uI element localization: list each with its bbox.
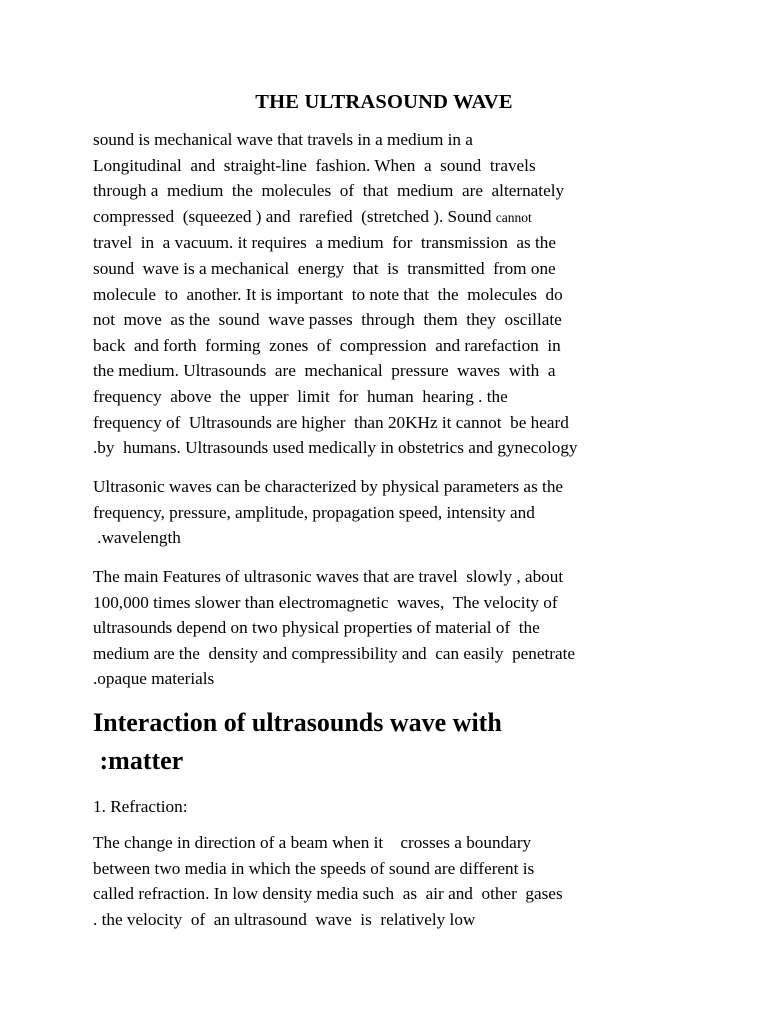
- text-line: . the velocity of an ultrasound wave is relatively low: [93, 909, 476, 929]
- text-line: frequency, pressure, amplitude, propagation speed, intensity and: [93, 502, 535, 522]
- text-line: travel in a vacuum. it requires a medium for transmission as the: [93, 233, 556, 253]
- small-text: cannot: [495, 209, 532, 225]
- text-line: sound wave is a mechanical energy that is transmitted from one: [93, 258, 556, 278]
- text-line: between two media in which the speeds of sound are different is: [93, 858, 535, 878]
- text-line: The change in direction of a beam when it crosses a boundary: [93, 833, 532, 852]
- text-line: Longitudinal and straight-line fashion. When a sound travels: [93, 155, 536, 175]
- heading-line: :matter: [93, 746, 184, 775]
- text-line: frequency above the upper limit for human hearing . the: [93, 386, 508, 406]
- text-line: medium are the density and compressibility and can easily penetrate: [93, 643, 576, 663]
- paragraph-features: [93, 564, 693, 692]
- text-line: ultrasounds depend on two physical properties of material of the: [93, 618, 540, 638]
- text-line: the medium. Ultrasounds are mechanical pressure waves with a: [93, 361, 556, 381]
- paragraph-intro: [93, 127, 693, 461]
- text-line: .wavelength: [93, 528, 181, 548]
- subsection-title: 1. Refraction:: [93, 797, 188, 816]
- text-line: The main Features of ultrasonic waves that are travel slowly , about: [93, 567, 564, 586]
- text-segment: compressed (squeezed ) and rarefied (stretched ). Sound: [93, 206, 496, 226]
- text-line: molecule to another. It is important to note that the molecules do: [93, 284, 563, 304]
- paragraph-refraction: [93, 830, 693, 932]
- text-line: called refraction. In low density media such as air and other gases: [93, 884, 563, 904]
- text-line: back and forth forming zones of compression and rarefaction in: [93, 335, 561, 355]
- paragraph-parameters: [93, 474, 693, 551]
- section-heading: [93, 704, 733, 780]
- text-line: through a medium the molecules of that medium are alternately: [93, 181, 565, 201]
- text-line: sound is mechanical wave that travels in a medium in a: [93, 130, 473, 149]
- text-line: [93, 204, 693, 231]
- document-title: THE ULTRASOUND WAVE: [255, 91, 513, 113]
- text-line: .by humans. Ultrasounds used medically in obstetrics and gynecology: [93, 438, 578, 458]
- text-line: Ultrasonic waves can be characterized by physical parameters as the: [93, 477, 564, 496]
- text-line: not move as the sound wave passes through them they oscillate: [93, 310, 562, 330]
- text-line: 100,000 times slower than electromagnetic waves, The velocity of: [93, 592, 558, 612]
- text-line: frequency of Ultrasounds are higher than 20KHz it cannot be heard: [93, 412, 569, 432]
- text-line: .opaque materials: [93, 669, 215, 689]
- heading-line: Interaction of ultrasounds wave with: [93, 708, 502, 737]
